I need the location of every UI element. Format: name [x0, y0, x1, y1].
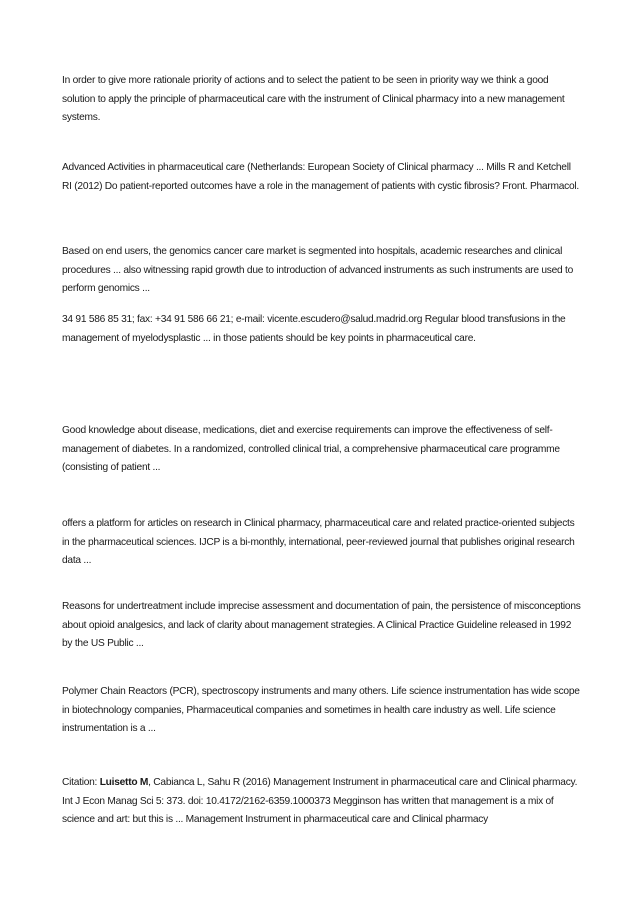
citation-prefix: Citation: — [62, 777, 100, 788]
paragraph-5: Good knowledge about disease, medications, diet and exercise requirements can improve the effectiveness of self-management of diabetes. In a randomized, controlled clinical trial, a comprehensive pharmaceutical care programme (consisting of patient ... — [62, 425, 560, 473]
paragraph-2: Advanced Activities in pharmaceutical care (Netherlands: European Society of Clinical pharmacy ... Mills R and Ketchell RI (2012) Do patient-reported outcomes have a role in the management of patients with cystic fibrosis? Front. Pharmacol. — [62, 162, 579, 192]
citation-author: Luisetto M — [99, 777, 149, 788]
paragraph-6: offers a platform for articles on research in Clinical pharmacy, pharmaceutical care and related practice-oriented subjects in the pharmaceutical sciences. IJCP is a bi-monthly, international, peer-reviewed journal that publishes original research data ... — [62, 518, 575, 566]
citation-paragraph — [62, 774, 582, 830]
paragraph-3: Based on end users, the genomics cancer care market is segmented into hospitals, academic researches and clinical procedures ... also witnessing rapid growth due to introduction of advanced instruments as such instruments are used to perform genomics ... — [62, 246, 574, 294]
paragraph-1: In order to give more rationale priority of actions and to select the patient to be seen in priority way we think a good solution to apply the principle of pharmaceutical care with the instrument of Clinical pharmacy into a new management systems. — [62, 75, 565, 123]
citation-body: , Cabianca L, Sahu R (2016) Management Instrument in pharmaceutical care and Clinical pharmacy. Int J Econ Manag Sci 5: 373. doi: 10.4172/2162-6359.1000373 Megginson has written that management is a mix of science and art: but this is ... Management Instrument in pharmaceutical care and Clinical pharmacy — [62, 777, 578, 825]
paragraph-8: Polymer Chain Reactors (PCR), spectroscopy instruments and many others. Life science instrumentation has wide scope in biotechnology companies, Pharmaceutical companies and sometimes in health care industry as well. Life science instrumentation is a ... — [62, 686, 580, 734]
paragraph-7: Reasons for undertreatment include imprecise assessment and documentation of pain, the persistence of misconceptions about opioid analgesics, and lack of clarity about management strategies. A Clinical Practice Guideline released in 1992 by the US Public ... — [62, 601, 581, 649]
paragraph-4: 34 91 586 85 31; fax: +34 91 586 66 21; e-mail: vicente.escudero@salud.madrid.org Regular blood transfusions in the management of myelodysplastic ... in those patients should be key points in pharmaceutical care. — [62, 314, 566, 344]
